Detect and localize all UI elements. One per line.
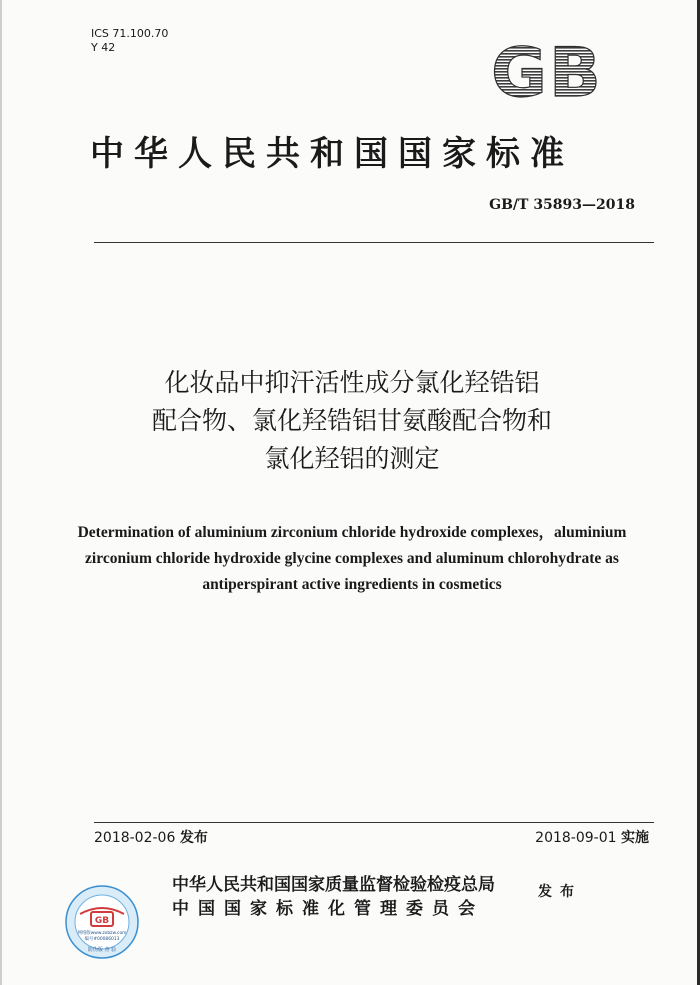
english-title (72, 520, 632, 598)
seal-url-text: 网络版www.zxbzw.com (77, 931, 127, 936)
publish-date (94, 827, 208, 847)
implement-date (535, 827, 649, 847)
anti-counterfeit-seal (64, 884, 140, 960)
chinese-title-line: 氯化羟铝的测定 (264, 444, 440, 473)
publish-date-value: 2018-02-06 (94, 830, 176, 846)
chinese-title (62, 364, 642, 478)
issue-label: 发布 (538, 884, 582, 900)
issuer-sac: 中国国家标准化管理委员会 (172, 899, 484, 919)
issuer-aqsiq: 中华人民共和国国家质量监督检验检疫总局 (172, 875, 495, 895)
footer-divider (94, 822, 654, 823)
publish-label: 发布 (179, 830, 208, 846)
implement-label: 实施 (621, 830, 649, 846)
english-title-line: antiperspirant active ingredients in cosmetics (202, 576, 502, 593)
chinese-title-line: 配合物、氯化羟锆铝甘氨酸配合物和 (151, 406, 552, 435)
standard-number: GB/T 35893—2018 (489, 197, 635, 213)
seal-code-text: 编号#00086013 (84, 937, 120, 942)
svg-text:GB: GB (94, 916, 110, 926)
ccs-code: Y 42 (91, 41, 116, 54)
national-standard-heading: 中华人民共和国国家标准 (90, 134, 574, 174)
ics-code: ICS 71.100.70 (91, 27, 169, 40)
seal-bottom-text: 防伪版 查 验 (87, 947, 117, 953)
gb-logo-text: GB (491, 38, 603, 108)
gb-logo (480, 38, 614, 108)
issuing-authorities (172, 873, 495, 921)
english-title-line: zirconium chloride hydroxide glycine complexes and aluminum chlorohydrate as (85, 550, 619, 567)
chinese-title-line: 化妆品中抑汗活性成分氯化羟锆铝 (164, 368, 540, 397)
implement-date-value: 2018-09-01 (535, 830, 617, 846)
english-title-line: Determination of aluminium zirconium chloride hydroxide complexes，aluminium (77, 524, 627, 541)
header-divider (94, 242, 654, 243)
classification-codes (91, 27, 168, 55)
